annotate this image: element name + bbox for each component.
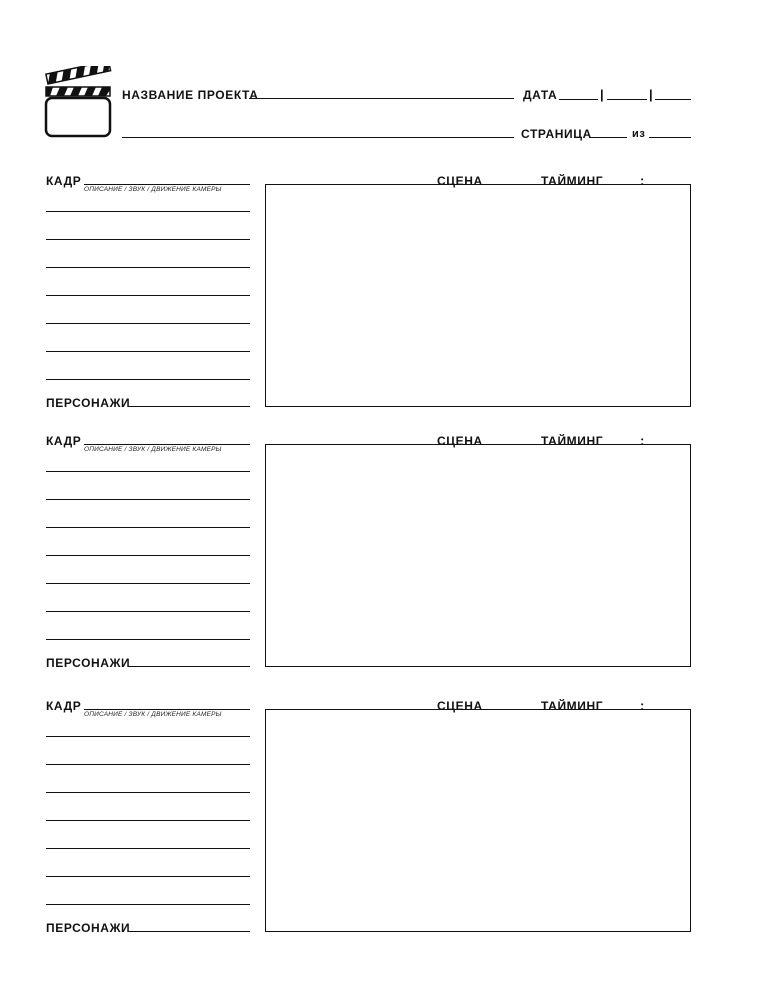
clapperboard-icon [44,66,114,138]
description-line[interactable] [46,295,250,296]
characters-line[interactable] [128,666,250,667]
project-name-label: НАЗВАНИЕ ПРОЕКТА [122,88,259,102]
description-line[interactable] [46,555,250,556]
timing-label: ТАЙМИНГ [541,434,604,448]
description-line[interactable] [46,379,250,380]
scene-label: СЦЕНА [437,434,483,448]
scene-label: СЦЕНА [437,699,483,713]
description-line[interactable] [46,904,250,905]
description-line[interactable] [46,267,250,268]
characters-label: ПЕРСОНАЖИ [46,921,131,935]
page-of-label: из [632,128,646,140]
shot-subcaption: ОПИСАНИЕ / ЗВУК / ДВИЖЕНИЕ КАМЕРЫ [84,446,222,453]
characters-line[interactable] [128,931,250,932]
description-line[interactable] [46,323,250,324]
shot-number-line[interactable] [84,709,250,710]
description-line[interactable] [46,764,250,765]
description-line[interactable] [46,639,250,640]
description-line[interactable] [46,792,250,793]
characters-label: ПЕРСОНАЖИ [46,396,131,410]
date-year-line[interactable] [655,99,691,100]
date-separator: | [600,87,604,102]
description-line[interactable] [46,820,250,821]
description-line[interactable] [46,351,250,352]
description-line[interactable] [46,239,250,240]
storyboard-frame[interactable] [265,184,691,407]
date-month-line[interactable] [607,99,647,100]
description-line[interactable] [46,471,250,472]
characters-line[interactable] [128,406,250,407]
description-line[interactable] [46,848,250,849]
shot-number-line[interactable] [84,444,250,445]
description-line[interactable] [46,211,250,212]
shot-label: КАДР [46,699,82,713]
description-line[interactable] [46,611,250,612]
date-separator: | [649,87,653,102]
project-name-line-2[interactable] [122,137,514,138]
description-line[interactable] [46,583,250,584]
date-label: ДАТА [523,88,558,102]
date-day-line[interactable] [559,99,598,100]
characters-label: ПЕРСОНАЖИ [46,656,131,670]
timing-separator: : [640,698,645,713]
shot-subcaption: ОПИСАНИЕ / ЗВУК / ДВИЖЕНИЕ КАМЕРЫ [84,186,222,193]
timing-separator: : [640,173,645,188]
page-total-line[interactable] [649,137,691,138]
shot-number-line[interactable] [84,184,250,185]
description-line[interactable] [46,876,250,877]
page-label: СТРАНИЦА [521,127,592,141]
description-line[interactable] [46,527,250,528]
project-name-line[interactable] [249,98,514,99]
timing-label: ТАЙМИНГ [541,699,604,713]
timing-separator: : [640,433,645,448]
scene-label: СЦЕНА [437,174,483,188]
page-number-line[interactable] [589,137,627,138]
storyboard-frame[interactable] [265,709,691,932]
description-line[interactable] [46,499,250,500]
shot-label: КАДР [46,434,82,448]
storyboard-frame[interactable] [265,444,691,667]
shot-label: КАДР [46,174,82,188]
shot-subcaption: ОПИСАНИЕ / ЗВУК / ДВИЖЕНИЕ КАМЕРЫ [84,711,222,718]
description-line[interactable] [46,736,250,737]
timing-label: ТАЙМИНГ [541,174,604,188]
